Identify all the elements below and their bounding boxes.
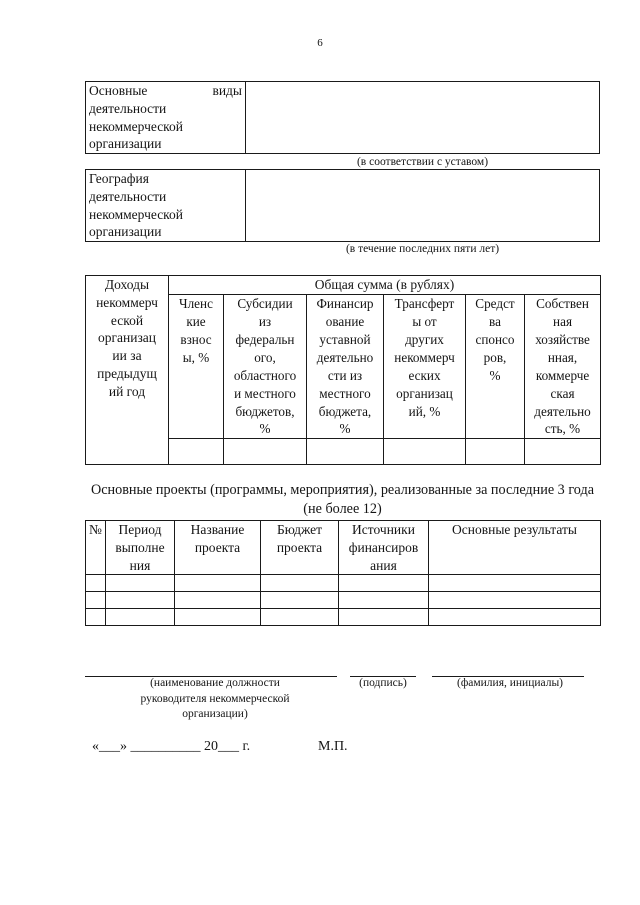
header-line: Средст — [475, 295, 515, 311]
activities-label-word: Основные — [89, 83, 148, 98]
projects-cell[interactable] — [261, 609, 339, 626]
activities-label-line: организации — [89, 136, 162, 152]
projects-cell[interactable] — [339, 575, 429, 592]
header-line: Членс — [179, 295, 213, 311]
header-line: коммерче — [535, 367, 590, 383]
projects-header-sources — [339, 521, 429, 575]
projects-cell[interactable] — [175, 575, 261, 592]
income-column-header-membership — [169, 294, 224, 439]
header-line: из — [258, 313, 272, 329]
header-line: Период — [118, 522, 162, 537]
header-line: ы от — [412, 313, 437, 329]
projects-cell[interactable] — [339, 592, 429, 609]
projects-cell[interactable] — [429, 575, 601, 592]
projects-cell[interactable] — [261, 575, 339, 592]
header-line: проекта — [194, 539, 241, 555]
header-line: ование — [325, 313, 365, 329]
geography-label-line: деятельности — [89, 188, 167, 204]
header-line: сть, % — [544, 421, 581, 437]
projects-cell[interactable] — [175, 592, 261, 609]
header-line: % — [259, 421, 271, 437]
header-line: % — [339, 421, 351, 437]
income-value-cell[interactable] — [224, 439, 307, 465]
geography-label-line: организации — [89, 224, 162, 240]
header-line: местного — [319, 385, 371, 401]
header-line: кие — [186, 313, 206, 329]
header-line: % — [489, 367, 501, 383]
header-line: Название — [190, 522, 245, 537]
income-column-header-subsidies — [224, 294, 307, 439]
header-line: уставной — [319, 331, 371, 347]
header-line: Субсидии — [237, 295, 293, 311]
projects-cell[interactable] — [106, 575, 175, 592]
projects-cell[interactable] — [86, 609, 106, 626]
income-column-header-sponsors — [466, 294, 525, 439]
header-line: ого, — [254, 349, 276, 365]
header-line: областного — [233, 367, 297, 383]
projects-header-name — [175, 521, 261, 575]
projects-cell[interactable] — [175, 609, 261, 626]
header-line: деятельно — [316, 349, 374, 365]
geography-value-field[interactable] — [246, 170, 600, 242]
position-caption-line: руководителя некоммерческой — [140, 692, 290, 705]
income-row-header-line: некоммерч — [96, 294, 158, 310]
projects-header-budget — [261, 521, 339, 575]
activities-caption: (в соответствии с уставом) — [356, 156, 489, 168]
header-line: выполне — [115, 539, 165, 555]
header-line: бюджета, — [318, 403, 372, 419]
projects-heading: Основные проекты (программы, мероприятия), реализованные за последние 3 года (не более 12) — [90, 482, 594, 518]
header-line: ская — [550, 385, 575, 401]
activities-label-line: деятельности — [89, 100, 167, 116]
geography-label-line: некоммерческой — [89, 206, 184, 222]
header-line: нная, — [547, 349, 578, 365]
activities-value-field[interactable] — [246, 82, 600, 154]
table-row — [86, 575, 601, 592]
stamp-label: М.П. — [318, 739, 348, 754]
header-line: Финансир — [316, 295, 374, 311]
header-line: ва — [489, 313, 501, 329]
header-line: финансиров — [348, 539, 419, 555]
income-row-header — [86, 276, 169, 465]
income-value-cell[interactable] — [466, 439, 525, 465]
header-line: и местного — [234, 385, 296, 401]
projects-cell[interactable] — [86, 575, 106, 592]
projects-cell[interactable] — [106, 592, 175, 609]
header-line: ания — [370, 557, 397, 573]
income-value-cell[interactable] — [384, 439, 466, 465]
geography-label — [86, 170, 246, 242]
projects-header-results — [429, 521, 601, 575]
projects-table — [85, 520, 601, 626]
header-line: сти из — [327, 367, 363, 383]
projects-cell[interactable] — [429, 592, 601, 609]
income-value-cell[interactable] — [525, 439, 601, 465]
position-caption — [100, 676, 330, 723]
income-row-header-line: еской — [110, 312, 144, 328]
income-row-header-line: Доходы — [104, 277, 150, 292]
header-line: деятельно — [534, 403, 591, 419]
header-line: Трансферт — [394, 295, 455, 311]
income-column-header-commercial — [525, 294, 601, 439]
header-line: ий, % — [408, 403, 441, 419]
header-line: № — [89, 522, 102, 537]
header-line: Источники — [352, 522, 415, 537]
projects-cell[interactable] — [86, 592, 106, 609]
header-line: других — [405, 331, 444, 347]
page-number: 6 — [317, 37, 323, 49]
activities-label-line: некоммерческой — [89, 118, 184, 134]
date-line[interactable]: «___» __________ 20___ г. — [92, 739, 251, 754]
income-row-header-line: организац — [97, 330, 157, 346]
header-line: ная — [553, 313, 573, 329]
projects-header-period — [106, 521, 175, 575]
position-caption-line: организации) — [182, 708, 248, 721]
header-line: спонсо — [475, 331, 515, 347]
header-line: ров, — [483, 349, 507, 365]
geography-table — [85, 169, 600, 242]
geography-label-line: География — [89, 171, 149, 186]
projects-cell[interactable] — [339, 609, 429, 626]
header-line: ния — [129, 557, 151, 573]
projects-cell[interactable] — [261, 592, 339, 609]
activities-label — [86, 82, 246, 154]
activities-table — [85, 81, 600, 154]
projects-cell[interactable] — [106, 609, 175, 626]
activities-label-word: виды — [212, 83, 242, 98]
projects-cell[interactable] — [429, 609, 601, 626]
geography-caption: (в течение последних пяти лет) — [345, 243, 500, 255]
header-line: Основные результаты — [452, 522, 577, 537]
header-line: Бюджет — [276, 522, 323, 537]
income-table — [85, 275, 601, 465]
header-line: еских — [408, 367, 441, 383]
signature-caption: (подпись) — [359, 677, 407, 689]
header-line: Собствен — [536, 295, 589, 311]
header-line: бюджетов, — [235, 403, 295, 419]
income-column-header-statutory-funding — [307, 294, 384, 439]
income-value-cell[interactable] — [169, 439, 224, 465]
header-line: взнос — [180, 331, 212, 347]
header-line: некоммерч — [394, 349, 455, 365]
name-caption: (фамилия, инициалы) — [456, 677, 564, 689]
income-column-header-transfers — [384, 294, 466, 439]
income-row-header-line: ий год — [108, 383, 146, 399]
projects-header-number — [86, 521, 106, 575]
header-line: проекта — [276, 539, 323, 555]
income-group-header: Общая сумма (в рублях) — [169, 276, 601, 295]
income-row-header-line: ии за — [112, 348, 142, 364]
header-line: ы, % — [182, 349, 210, 365]
table-row — [86, 592, 601, 609]
header-line: федеральн — [235, 331, 295, 347]
header-line: организац — [396, 385, 453, 401]
table-row — [86, 609, 601, 626]
income-row-header-line: предыдущ — [97, 366, 157, 382]
position-caption-line: (наименование должности — [150, 677, 280, 689]
income-value-cell[interactable] — [307, 439, 384, 465]
header-line: хозяйстве — [535, 331, 590, 347]
